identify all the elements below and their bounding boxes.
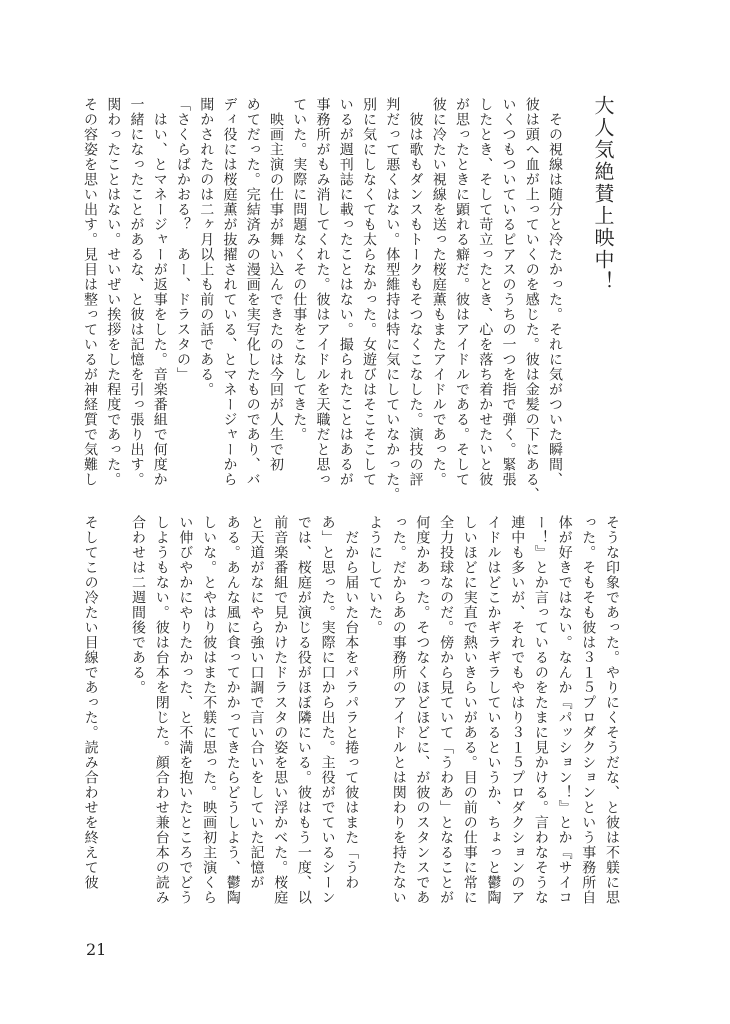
text-column: ようにしていた。: [367, 515, 383, 635]
text-column: 何度かあった。そつなくほどほどに、が彼のスタンスであ: [414, 515, 431, 905]
text-column: 彼は頭へ血が上っていくのを感じた。彼は金髪の下にある、: [523, 97, 540, 502]
text-column: 一緒になったことがあるな、と彼は記憶を引っ張り出す。: [128, 97, 145, 487]
text-column: 判だって悪くはない。体型維持は特に気にしていなかった。: [384, 97, 401, 502]
text-column: 映画主演の仕事が舞い込んできたのは今回が人生で初: [268, 97, 284, 472]
text-column: 彼に冷たい視線を送った桜庭薫もまたアイドルであった。: [430, 97, 447, 487]
chapter-title: 大人気絶賛上映中！: [591, 95, 615, 293]
text-column: では、桜庭が演じる役がほぼ隣にいる。彼はもう一度、以: [295, 515, 312, 905]
text-column: そしてこの冷たい目線であった。読み合わせを終えて彼: [82, 515, 99, 890]
text-column: その容姿を思い出す。見目は整っているが神経質で気難し: [82, 97, 98, 487]
text-column: ー！』とか言っているのをたまに見かける。言わなそうな: [532, 515, 549, 905]
text-column: イドルはどこかギラギラしているというか、ちょっと鬱陶: [485, 515, 502, 905]
text-column: い伸びやかにやりたかった、と不満を抱いたところでどう: [177, 515, 194, 905]
text-column: はい、とマネージャーが返事をした。音楽番組で何度か: [151, 97, 168, 487]
text-column: った。だからあの事務所のアイドルとは関わりを持たない: [390, 515, 407, 905]
text-column: いるが週刊誌に載ったことはない。撮られたことはあるが: [337, 97, 354, 487]
text-column: いくつもついているピアスのうちの一つを指で弾く。緊張: [500, 97, 517, 487]
text-column: そうな印象であった。やりにくそうだな、と彼は不躾に思: [604, 515, 620, 905]
text-column: 「さくらばかおる？ あー、ドラスタの」: [175, 97, 191, 382]
text-column: めてだった。完結済みの漫画を実写化したものであり、バ: [244, 97, 261, 487]
text-column: った。そもそも彼は３１５プロダクションという事務所自: [580, 515, 597, 905]
text-column: しいな。とやはり彼はまた不躾に思った。映画初主演くら: [201, 515, 218, 905]
text-column: したとき、そして苛立ったとき、心を落ち着かせたいと彼: [477, 97, 494, 487]
text-column: が思ったときに顕れる癖だ。彼はアイドルである。そして: [454, 97, 470, 487]
text-column: 合わせは二週間後である。: [130, 515, 146, 695]
text-column: 別に気にしなくても太らなかった。女遊びはそこそこして: [361, 97, 377, 487]
text-column: だから届いた台本をパラパラと捲って彼はまた「うわ: [343, 515, 360, 890]
text-column: 事務所がもみ消してくれた。彼はアイドルを天職だと思っ: [314, 97, 331, 487]
text-column: ていた。実際に問題なくその仕事をこなしてきた。: [291, 97, 308, 442]
text-column: しようもない。彼は台本を閉じた。顔合わせ兼台本の読み: [153, 515, 170, 905]
page-number: 21: [86, 940, 107, 959]
text-column: 関わったことはない。せいぜい挨拶をした程度であった。: [105, 97, 122, 487]
text-column: あ」と思った。実際に口から出た。主役がでているシーン: [319, 515, 336, 905]
text-column: しいほどに実直で熱いきらいがある。目の前の仕事に常に: [461, 515, 478, 905]
text-column: と天道がなにやら強い口調で言い合いをしていた記憶が: [248, 515, 265, 890]
text-column: 連中も多いが、それでもやはり３１５プロダクションのア: [509, 515, 526, 905]
text-column: 彼は歌もダンスもトークもそつなくこなした。演技の評: [407, 97, 424, 487]
text-column: 体が好きではない。なんか『パッション！』とか『サイコ: [556, 515, 573, 905]
text-column: 前音楽番組で見かけたドラスタの姿を思い浮かべた。桜庭: [272, 515, 289, 905]
text-column: その視線は随分と冷たかった。それに気がついた瞬間、: [547, 97, 563, 487]
text-column: 全力投球なのだ。傍から見ていて「うわあ」となることが: [438, 515, 455, 905]
text-column: ある。あんな風に食ってかかってきたらどうしよう、鬱陶: [224, 515, 241, 905]
text-column: ディ役には桜庭薫が抜擢されている、とマネージャーから: [221, 97, 238, 487]
text-column: 聞かされたのは二ヶ月以上も前の話である。: [198, 97, 215, 397]
